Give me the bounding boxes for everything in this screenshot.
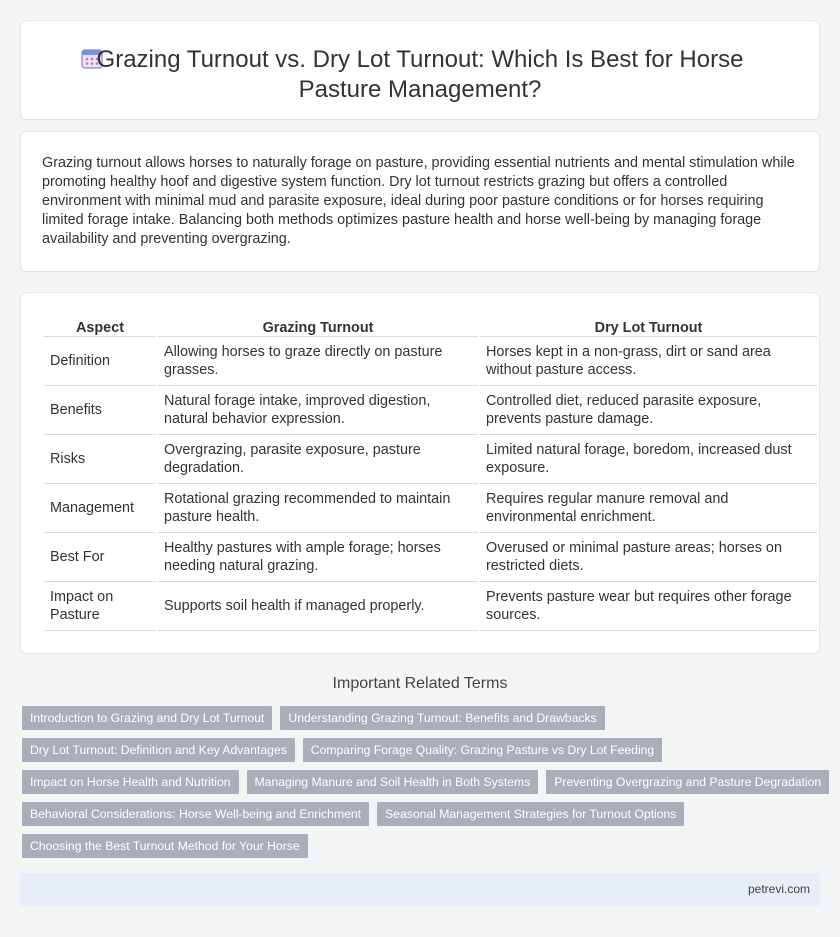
footer-site-link[interactable]: petrevi.com — [747, 882, 810, 896]
related-term-link[interactable]: Managing Manure and Soil Health in Both Systems — [247, 770, 539, 794]
comparison-card — [20, 292, 820, 654]
related-term-link[interactable]: Preventing Overgrazing and Pasture Degradation — [546, 770, 829, 794]
aspect-cell: Risks — [44, 435, 156, 484]
tag-row — [22, 834, 822, 858]
related-terms-heading: Important Related Terms — [332, 675, 508, 692]
related-term-link[interactable]: Behavioral Considerations: Horse Well-being and Enrichment — [22, 802, 369, 826]
dry-lot-cell: Requires regular manure removal and environmental enrichment. — [480, 484, 817, 533]
header-aspect: Aspect — [44, 317, 156, 337]
table-header-row — [44, 317, 817, 337]
tag-row — [22, 706, 822, 730]
dry-lot-cell: Overused or minimal pasture areas; horses on restricted diets. — [480, 533, 817, 582]
aspect-cell: Benefits — [44, 386, 156, 435]
table-row — [44, 386, 817, 435]
tag-row — [22, 802, 822, 826]
table-row — [44, 582, 817, 631]
table-row — [44, 533, 817, 582]
grazing-cell: Overgrazing, parasite exposure, pasture degradation. — [158, 435, 478, 484]
grazing-cell: Healthy pastures with ample forage; horses needing natural grazing. — [158, 533, 478, 582]
dry-lot-cell: Horses kept in a non-grass, dirt or sand area without pasture access. — [480, 337, 817, 386]
aspect-cell: Definition — [44, 337, 156, 386]
footer — [20, 873, 820, 906]
intro-paragraph: Grazing turnout allows horses to naturally forage on pasture, providing essential nutrients and mental stimulation while promoting healthy hoof and digestive system function. Dry lot turnout restricts grazing but offers a controlled environment with minimal mud and parasite exposure, ideal during poor pasture conditions or for horses requiring limited forage intake. Balancing both methods optimizes pasture health and horse well-being by managing forage availability and preventing overgrazing. — [42, 155, 795, 247]
related-term-link[interactable]: Comparing Forage Quality: Grazing Pasture vs Dry Lot Feeding — [303, 738, 662, 762]
related-term-link[interactable]: Impact on Horse Health and Nutrition — [22, 770, 239, 794]
dry-lot-cell: Limited natural forage, boredom, increased dust exposure. — [480, 435, 817, 484]
grazing-cell: Allowing horses to graze directly on pasture grasses. — [158, 337, 478, 386]
title-card — [20, 20, 820, 120]
aspect-cell: Best For — [44, 533, 156, 582]
page-title: Grazing Turnout vs. Dry Lot Turnout: Which Is Best for Horse Pasture Management? — [96, 46, 744, 103]
related-term-link[interactable]: Understanding Grazing Turnout: Benefits and Drawbacks — [280, 706, 604, 730]
grazing-cell: Supports soil health if managed properly. — [158, 582, 478, 631]
grazing-cell: Rotational grazing recommended to maintain pasture health. — [158, 484, 478, 533]
dry-lot-cell: Prevents pasture wear but requires other forage sources. — [480, 582, 817, 631]
dry-lot-cell: Controlled diet, reduced parasite exposure, prevents pasture damage. — [480, 386, 817, 435]
aspect-cell: Management — [44, 484, 156, 533]
tag-row — [22, 770, 822, 794]
related-term-link[interactable]: Introduction to Grazing and Dry Lot Turnout — [22, 706, 272, 730]
comparison-table — [42, 317, 819, 631]
grazing-cell: Natural forage intake, improved digestion, natural behavior expression. — [158, 386, 478, 435]
table-row — [44, 337, 817, 386]
table-row — [44, 484, 817, 533]
header-dry-lot: Dry Lot Turnout — [480, 317, 817, 337]
related-terms-list — [22, 706, 822, 866]
related-term-link[interactable]: Dry Lot Turnout: Definition and Key Advantages — [22, 738, 295, 762]
related-term-link[interactable]: Seasonal Management Strategies for Turnout Options — [377, 802, 684, 826]
related-term-link[interactable]: Choosing the Best Turnout Method for Your Horse — [22, 834, 308, 858]
table-row — [44, 435, 817, 484]
aspect-cell: Impact on Pasture — [44, 582, 156, 631]
tag-row — [22, 738, 822, 762]
header-grazing: Grazing Turnout — [158, 317, 478, 337]
intro-card — [20, 131, 820, 272]
